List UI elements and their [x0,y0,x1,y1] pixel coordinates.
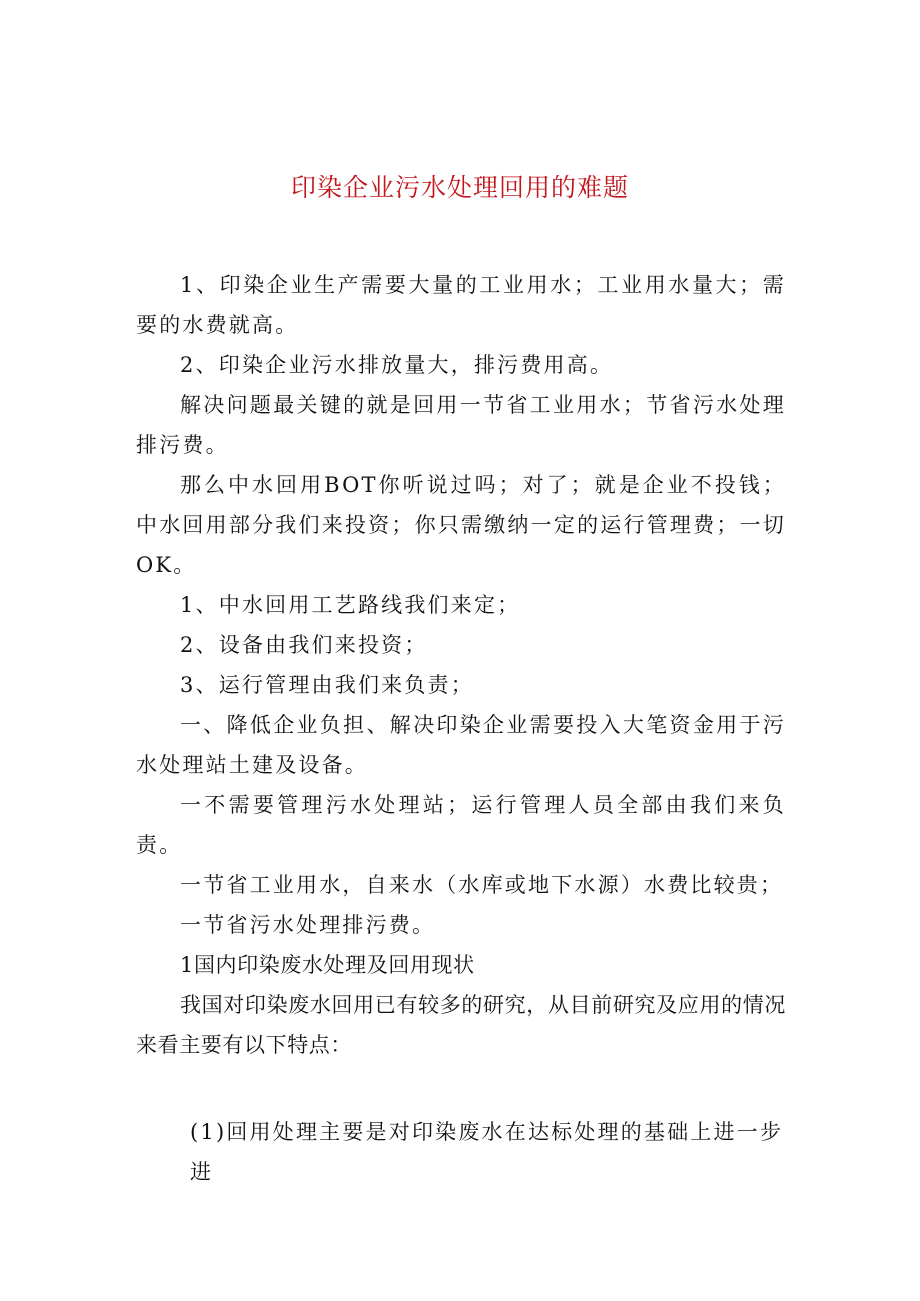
paragraph-4: 那么中水回用BOT你听说过吗；对了；就是企业不投钱；中水回用部分我们来投资；你只需缴纳一定的运行管理费；一切OK。 [136,473,786,577]
paragraph-6: 2、设备由我们来投资； [180,633,428,657]
document-title: 印染企业污水处理回用的难题 [290,173,629,202]
paragraph-9: 一不需要管理污水处理站；运行管理人员全部由我们来负责。 [136,793,786,857]
paragraph-11: 一节省污水处理排污费。 [180,913,436,937]
paragraph-3: 解决问题最关键的就是回用一节省工业用水；节省污水处理排污费。 [136,393,786,457]
paragraph-7: 3、运行管理由我们来负责； [180,673,474,697]
paragraph-10: 一节省工业用水，自来水（水库或地下水源）水费比较贵； [180,873,784,897]
paragraph-2: 2、印染企业污水排放量大，排污费用高。 [180,353,614,377]
paragraph-1: 1、印染企业生产需要大量的工业用水；工业用水量大；需要的水费就高。 [136,273,786,337]
paragraph-13: 我国对印染废水回用已有较多的研究，从目前研究及应用的情况来看主要有以下特点： [136,993,786,1057]
paragraph-8: 一、降低企业负担、解决印染企业需要投入大笔资金用于污水处理站土建及设备。 [136,713,786,777]
paragraph-5: 1、中水回用工艺路线我们来定； [180,593,521,617]
paragraph-14: (1)回用处理主要是对印染废水在达标处理的基础上进一步进 [190,1120,784,1184]
section-heading: 1国内印染废水处理及回用现状 [180,953,475,977]
document-body [136,265,786,1065]
